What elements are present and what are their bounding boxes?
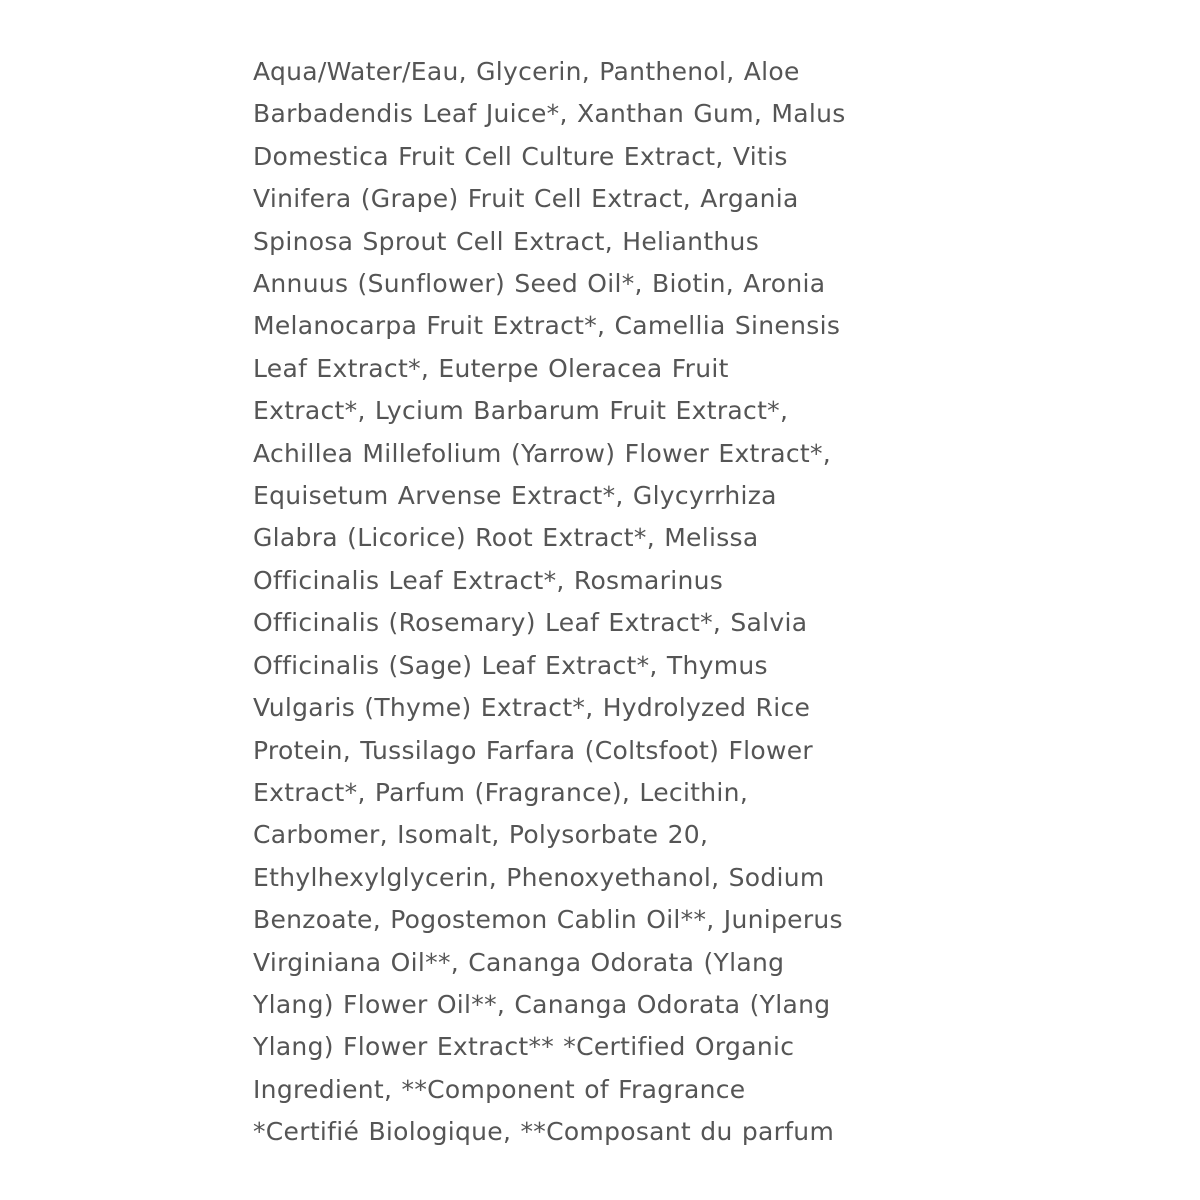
ingredients-line: Ylang) Flower Extract** *Certified Organic	[253, 1032, 795, 1062]
ingredients-line: Ylang) Flower Oil**, Cananga Odorata (Ylang	[253, 989, 831, 1019]
ingredients-line: Ethylhexylglycerin, Phenoxyethanol, Sodium	[253, 862, 825, 892]
ingredients-line: Benzoate, Pogostemon Cablin Oil**, Juniperus	[253, 905, 843, 935]
ingredients-line: Equisetum Arvense Extract*, Glycyrrhiza	[253, 481, 777, 511]
ingredients-line: Melanocarpa Fruit Extract*, Camellia Sinensis	[253, 311, 841, 341]
ingredients-line: Extract*, Parfum (Fragrance), Lecithin,	[253, 777, 749, 807]
ingredients-line: Virginiana Oil**, Cananga Odorata (Ylang	[253, 947, 785, 977]
ingredients-line: Officinalis Leaf Extract*, Rosmarinus	[253, 565, 724, 595]
ingredients-line: Aqua/Water/Eau, Glycerin, Panthenol, Aloe	[253, 57, 800, 86]
ingredients-line: Ingredient, **Component of Fragrance	[253, 1074, 746, 1104]
ingredients-line: Achillea Millefolium (Yarrow) Flower Extract*,	[253, 438, 832, 468]
ingredients-line: Vinifera (Grape) Fruit Cell Extract, Argania	[253, 184, 799, 214]
ingredients-line: Barbadendis Leaf Juice*, Xanthan Gum, Malus	[253, 99, 846, 129]
ingredients-line: *Certifié Biologique, **Composant du parfum	[253, 1117, 835, 1147]
ingredients-line: Protein, Tussilago Farfara (Coltsfoot) Flower	[253, 735, 813, 765]
ingredients-line: Annuus (Sunflower) Seed Oil*, Biotin, Aronia	[253, 269, 826, 299]
ingredients-line: Domestica Fruit Cell Culture Extract, Vitis	[253, 141, 788, 171]
ingredients-line: Leaf Extract*, Euterpe Oleracea Fruit	[253, 353, 729, 383]
ingredients-line: Officinalis (Sage) Leaf Extract*, Thymus	[253, 650, 768, 680]
ingredients-line: Glabra (Licorice) Root Extract*, Melissa	[253, 523, 759, 553]
ingredients-line: Vulgaris (Thyme) Extract*, Hydrolyzed Rice	[253, 693, 811, 723]
ingredients-line: Extract*, Lycium Barbarum Fruit Extract*,	[253, 396, 789, 426]
ingredients-line: Officinalis (Rosemary) Leaf Extract*, Salvia	[253, 608, 808, 638]
ingredients-list	[253, 51, 973, 1154]
ingredients-line: Carbomer, Isomalt, Polysorbate 20,	[253, 820, 709, 850]
ingredients-line: Spinosa Sprout Cell Extract, Helianthus	[253, 226, 760, 256]
